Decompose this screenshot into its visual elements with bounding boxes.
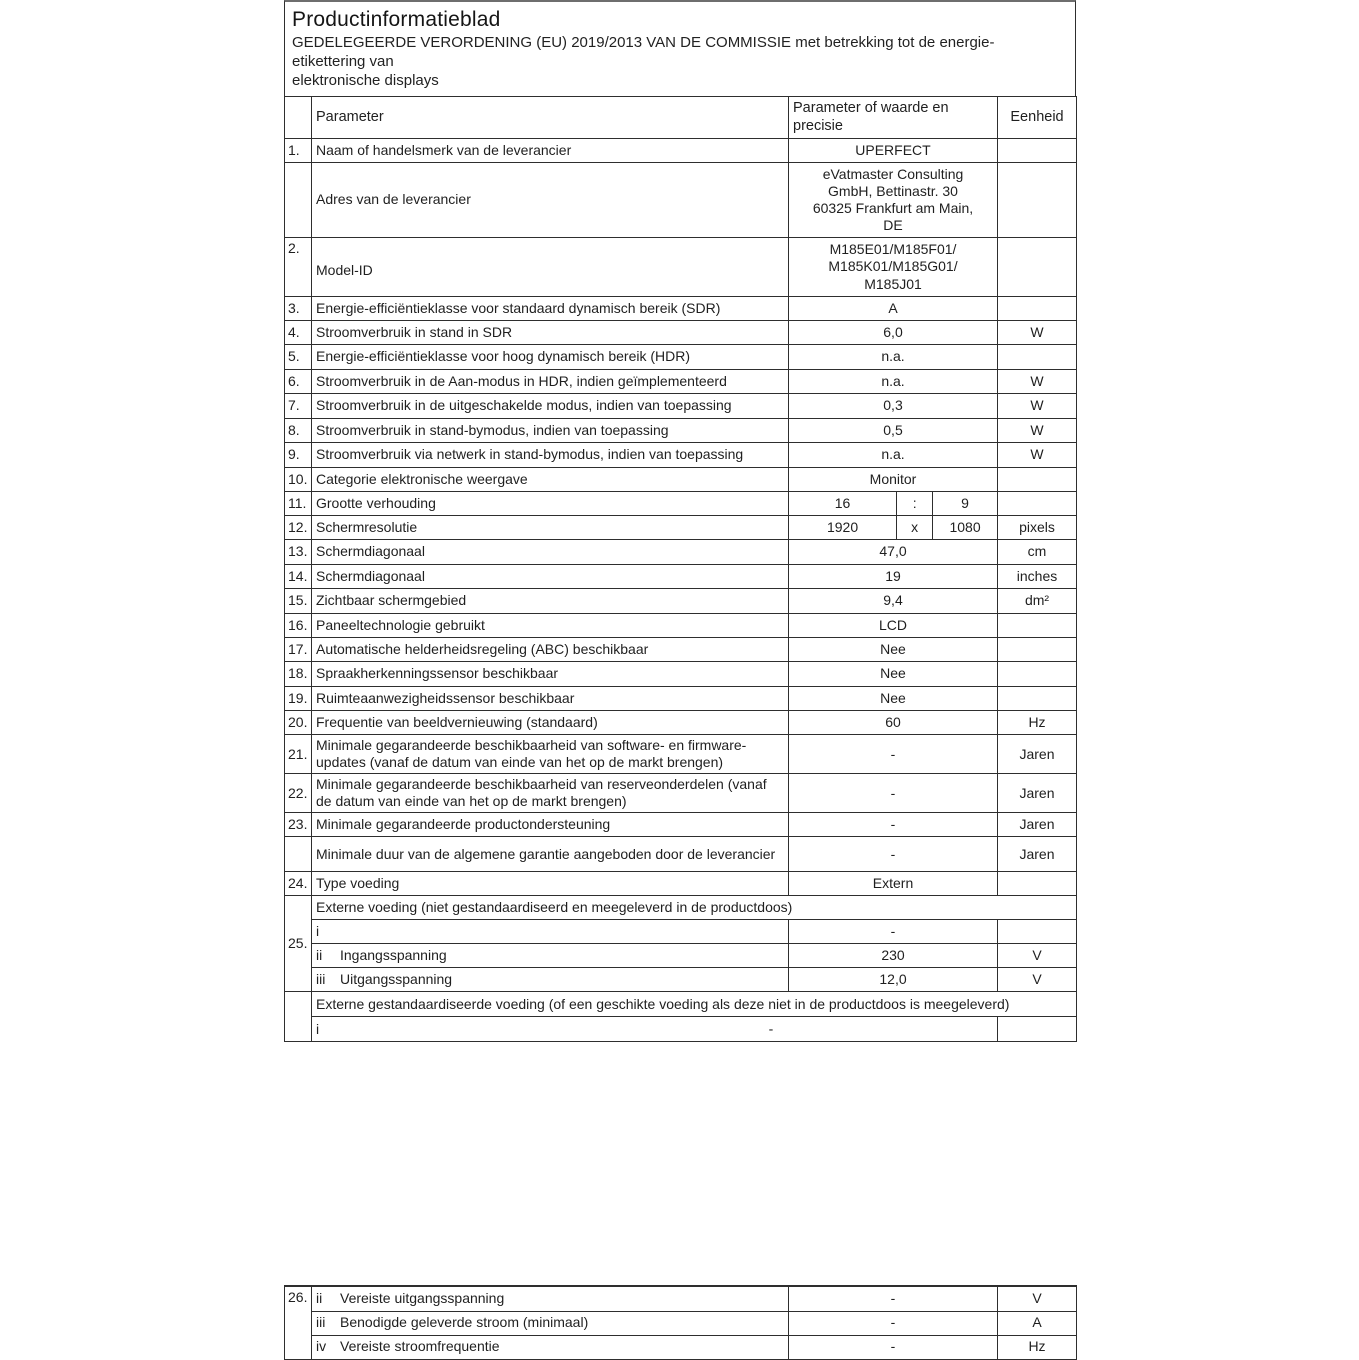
header-unit: Eenheid xyxy=(998,97,1077,139)
header-value: Parameter of waarde en precisie xyxy=(789,97,998,139)
param-unit xyxy=(998,662,1077,687)
table-row xyxy=(285,345,1077,370)
param-label: Stroomverbruik in de uitgeschakelde modus, indien van toepassing xyxy=(312,394,789,419)
table-row xyxy=(285,920,1077,944)
row-number xyxy=(285,163,312,238)
param-value: - xyxy=(768,1020,774,1037)
row-number: 17. xyxy=(285,638,312,662)
table-row xyxy=(285,565,1077,589)
param-value: Nee xyxy=(789,662,998,687)
param-value: UPERFECT xyxy=(789,139,998,163)
roman-numeral: iv xyxy=(316,1338,327,1355)
sub-param-label: Ingangsspanning xyxy=(340,947,447,964)
param-label: Adres van de leverancier xyxy=(312,163,789,238)
table-row xyxy=(285,687,1077,711)
row-number: 25. xyxy=(285,896,312,992)
param-label xyxy=(312,944,789,968)
row-number: 12. xyxy=(285,516,312,540)
address-line: eVatmaster Consulting xyxy=(822,165,964,182)
param-value: 6,0 xyxy=(789,321,998,345)
param-label: Minimale gegarandeerde productondersteuning xyxy=(312,813,789,837)
param-unit: Hz xyxy=(998,711,1077,735)
param-value: - xyxy=(789,837,998,872)
table-row xyxy=(285,662,1077,687)
row-number: 3. xyxy=(285,297,312,321)
param-unit xyxy=(998,638,1077,662)
param-label: Minimale gegarandeerde beschikbaarheid van software- en firmware-updates (vanaf de datum van einde van het op de markt brengen) xyxy=(312,735,789,774)
param-value: 0,5 xyxy=(789,419,998,443)
table-row xyxy=(285,443,1077,468)
document-subtitle-line-1: GEDELEGEERDE VERORDENING (EU) 2019/2013 VAN DE COMMISSIE met betrekking tot de energie- xyxy=(292,34,995,51)
table-row xyxy=(285,614,1077,638)
param-unit: W xyxy=(998,321,1077,345)
table-row xyxy=(285,516,1077,540)
param-unit xyxy=(998,872,1077,896)
row-number: 26. xyxy=(285,1286,312,1359)
table-row xyxy=(285,589,1077,614)
resolution-width: 1920 xyxy=(826,518,859,535)
table-row xyxy=(285,238,1077,297)
table-row xyxy=(285,540,1077,565)
param-unit: Jaren xyxy=(998,735,1077,774)
param-unit: pixels xyxy=(998,516,1077,540)
table-row xyxy=(285,837,1077,872)
roman-numeral: i xyxy=(316,923,320,940)
param-label xyxy=(312,1311,789,1335)
sub-param-label: Vereiste stroomfrequentie xyxy=(340,1338,500,1355)
param-value xyxy=(789,492,998,516)
param-label: Ruimteaanwezigheidssensor beschikbaar xyxy=(312,687,789,711)
continuation-table-row-26 xyxy=(284,1285,1076,1360)
param-label: Frequentie van beeldvernieuwing (standaard) xyxy=(312,711,789,735)
param-value: - xyxy=(789,774,998,813)
roman-numeral: ii xyxy=(316,947,323,964)
param-label: Spraakherkenningssensor beschikbaar xyxy=(312,662,789,687)
row-number: 20. xyxy=(285,711,312,735)
param-value: 12,0 xyxy=(789,968,998,992)
row-number: 22. xyxy=(285,774,312,813)
row-number: 5. xyxy=(285,345,312,370)
param-value xyxy=(789,163,998,238)
row-number: 1. xyxy=(285,139,312,163)
table-row xyxy=(285,872,1077,896)
param-label: Stroomverbruik in de Aan-modus in HDR, indien geïmplementeerd xyxy=(312,370,789,394)
roman-numeral: i xyxy=(316,1020,320,1037)
resolution-separator: x xyxy=(896,516,933,539)
param-value xyxy=(789,238,998,297)
param-value: Nee xyxy=(789,638,998,662)
address-line: 60325 Frankfurt am Main, xyxy=(812,200,974,216)
row-number: 4. xyxy=(285,321,312,345)
table-row xyxy=(285,468,1077,492)
section-row-25-header xyxy=(285,896,1077,920)
row-number: 14. xyxy=(285,565,312,589)
param-unit: dm² xyxy=(998,589,1077,614)
param-label: Naam of handelsmerk van de leverancier xyxy=(312,139,789,163)
section-header: Externe voeding (niet gestandaardiseerd en meegeleverd in de productdoos) xyxy=(312,896,1077,920)
param-value xyxy=(789,516,998,540)
param-unit: W xyxy=(998,370,1077,394)
table-row xyxy=(285,968,1077,992)
param-label: Minimale duur van de algemene garantie aangeboden door de leverancier xyxy=(312,837,789,872)
table-row xyxy=(285,139,1077,163)
param-unit xyxy=(998,920,1077,944)
param-value: A xyxy=(789,297,998,321)
param-unit xyxy=(998,297,1077,321)
row-number xyxy=(285,992,312,1042)
table-row xyxy=(285,711,1077,735)
document-subtitle-line-2: etikettering van xyxy=(292,53,394,70)
param-label: Categorie elektronische weergave xyxy=(312,468,789,492)
param-unit xyxy=(998,468,1077,492)
table-header-row xyxy=(285,97,1077,139)
ratio-separator: : xyxy=(896,492,933,515)
param-unit xyxy=(998,492,1077,516)
param-unit: W xyxy=(998,394,1077,419)
table-row xyxy=(285,1311,1077,1335)
param-label: Automatische helderheidsregeling (ABC) beschikbaar xyxy=(312,638,789,662)
param-unit: Jaren xyxy=(998,837,1077,872)
table-row xyxy=(285,944,1077,968)
ratio-height: 9 xyxy=(961,494,969,511)
row-number: 10. xyxy=(285,468,312,492)
address-line: DE xyxy=(883,217,903,234)
param-value: - xyxy=(789,813,998,837)
param-value: 9,4 xyxy=(789,589,998,614)
row-number: 21. xyxy=(285,735,312,774)
param-unit: W xyxy=(998,419,1077,443)
param-label xyxy=(312,1017,998,1042)
row-number: 15. xyxy=(285,589,312,614)
row-number: 8. xyxy=(285,419,312,443)
param-value: - xyxy=(789,735,998,774)
param-label: Schermdiagonaal xyxy=(312,565,789,589)
param-value: LCD xyxy=(789,614,998,638)
param-value: n.a. xyxy=(789,370,998,394)
param-value: - xyxy=(789,920,998,944)
param-value: 47,0 xyxy=(789,540,998,565)
table-row xyxy=(285,297,1077,321)
param-unit: W xyxy=(998,443,1077,468)
table-row xyxy=(285,638,1077,662)
param-unit: cm xyxy=(998,540,1077,565)
sub-param-label: Benodigde geleverde stroom (minimaal) xyxy=(340,1314,589,1331)
row-number: 2. xyxy=(285,238,312,297)
param-unit: inches xyxy=(998,565,1077,589)
param-unit xyxy=(998,238,1077,297)
row-number: 11. xyxy=(285,492,312,516)
param-value: - xyxy=(789,1311,998,1335)
param-value: n.a. xyxy=(789,443,998,468)
param-label: Energie-efficiëntieklasse voor hoog dynamisch bereik (HDR) xyxy=(312,345,789,370)
table-row xyxy=(285,1335,1077,1359)
table-row xyxy=(285,321,1077,345)
model-id-line: M185E01/M185F01/ xyxy=(829,241,957,258)
document-title: Productinformatieblad xyxy=(292,8,501,31)
param-label: Minimale gegarandeerde beschikbaarheid van reserveonderdelen (vanaf de datum van einde van het op de markt brengen) xyxy=(312,774,789,813)
table-row xyxy=(285,163,1077,238)
param-label: Stroomverbruik in stand in SDR xyxy=(312,321,789,345)
param-unit: V xyxy=(998,1286,1077,1311)
document-subtitle-line-3: elektronische displays xyxy=(292,72,439,89)
row-number: 19. xyxy=(285,687,312,711)
address-line: GmbH, Bettinastr. 30 xyxy=(828,182,958,199)
model-id-line: M185K01/M185G01/ xyxy=(828,258,958,275)
sub-param-label: Vereiste uitgangsspanning xyxy=(340,1290,505,1307)
param-unit xyxy=(998,687,1077,711)
param-label: Schermresolutie xyxy=(312,516,789,540)
roman-numeral: iii xyxy=(316,1314,326,1331)
param-value: - xyxy=(789,1286,998,1311)
roman-numeral: ii xyxy=(316,1290,323,1307)
param-label: Schermdiagonaal xyxy=(312,540,789,565)
table-row xyxy=(285,419,1077,443)
param-label: Stroomverbruik via netwerk in stand-bymodus, indien van toepassing xyxy=(312,443,789,468)
row-number: 9. xyxy=(285,443,312,468)
section-header: Externe gestandaardiseerde voeding (of een geschikte voeding als deze niet in de productdoos is meegeleverd) xyxy=(312,992,1077,1017)
param-label: Model-ID xyxy=(312,238,789,297)
param-value: Monitor xyxy=(789,468,998,492)
table-row xyxy=(285,394,1077,419)
section-row-ext-std-header xyxy=(285,992,1077,1017)
header-num xyxy=(285,97,312,139)
row-number: 23. xyxy=(285,813,312,837)
param-value: - xyxy=(789,1335,998,1359)
param-value: 0,3 xyxy=(789,394,998,419)
roman-numeral: iii xyxy=(316,971,326,988)
param-label: Zichtbaar schermgebied xyxy=(312,589,789,614)
param-unit: V xyxy=(998,944,1077,968)
table-row xyxy=(285,1286,1077,1311)
row-number: 18. xyxy=(285,662,312,687)
param-label: Stroomverbruik in stand-bymodus, indien van toepassing xyxy=(312,419,789,443)
row-number: 24. xyxy=(285,872,312,896)
document-header xyxy=(284,0,1076,96)
param-unit xyxy=(998,614,1077,638)
param-label: Grootte verhouding xyxy=(312,492,789,516)
table-row xyxy=(285,492,1077,516)
param-unit: A xyxy=(998,1311,1077,1335)
row-number: 16. xyxy=(285,614,312,638)
param-value: 19 xyxy=(789,565,998,589)
sub-param-label: Uitgangsspanning xyxy=(340,971,453,988)
document-sheet xyxy=(284,0,1076,1042)
param-label xyxy=(312,968,789,992)
header-parameter: Parameter xyxy=(312,97,789,139)
param-unit: Jaren xyxy=(998,774,1077,813)
param-unit: Hz xyxy=(998,1335,1077,1359)
param-label xyxy=(312,920,789,944)
model-id-line: M185J01 xyxy=(864,275,922,292)
param-value: 230 xyxy=(789,944,998,968)
table-row xyxy=(285,813,1077,837)
table-row xyxy=(285,735,1077,774)
param-value: Extern xyxy=(789,872,998,896)
resolution-height: 1080 xyxy=(949,518,981,535)
param-unit: V xyxy=(998,968,1077,992)
row-number: 13. xyxy=(285,540,312,565)
param-value: Nee xyxy=(789,687,998,711)
param-value: 60 xyxy=(789,711,998,735)
row-number: 7. xyxy=(285,394,312,419)
param-unit xyxy=(998,139,1077,163)
param-unit xyxy=(998,1017,1077,1042)
param-unit xyxy=(998,345,1077,370)
ratio-width: 16 xyxy=(834,494,851,511)
parameter-table-26 xyxy=(284,1285,1077,1360)
table-row xyxy=(285,774,1077,813)
param-label xyxy=(312,1335,789,1359)
row-number xyxy=(285,837,312,872)
param-label: Paneeltechnologie gebruikt xyxy=(312,614,789,638)
param-unit xyxy=(998,163,1077,238)
table-row xyxy=(285,1017,1077,1042)
param-label: Energie-efficiëntieklasse voor standaard dynamisch bereik (SDR) xyxy=(312,297,789,321)
param-value: n.a. xyxy=(789,345,998,370)
table-row xyxy=(285,370,1077,394)
param-label xyxy=(312,1286,789,1311)
param-label: Type voeding xyxy=(312,872,789,896)
row-number: 6. xyxy=(285,370,312,394)
parameter-table xyxy=(284,96,1077,1042)
param-unit: Jaren xyxy=(998,813,1077,837)
